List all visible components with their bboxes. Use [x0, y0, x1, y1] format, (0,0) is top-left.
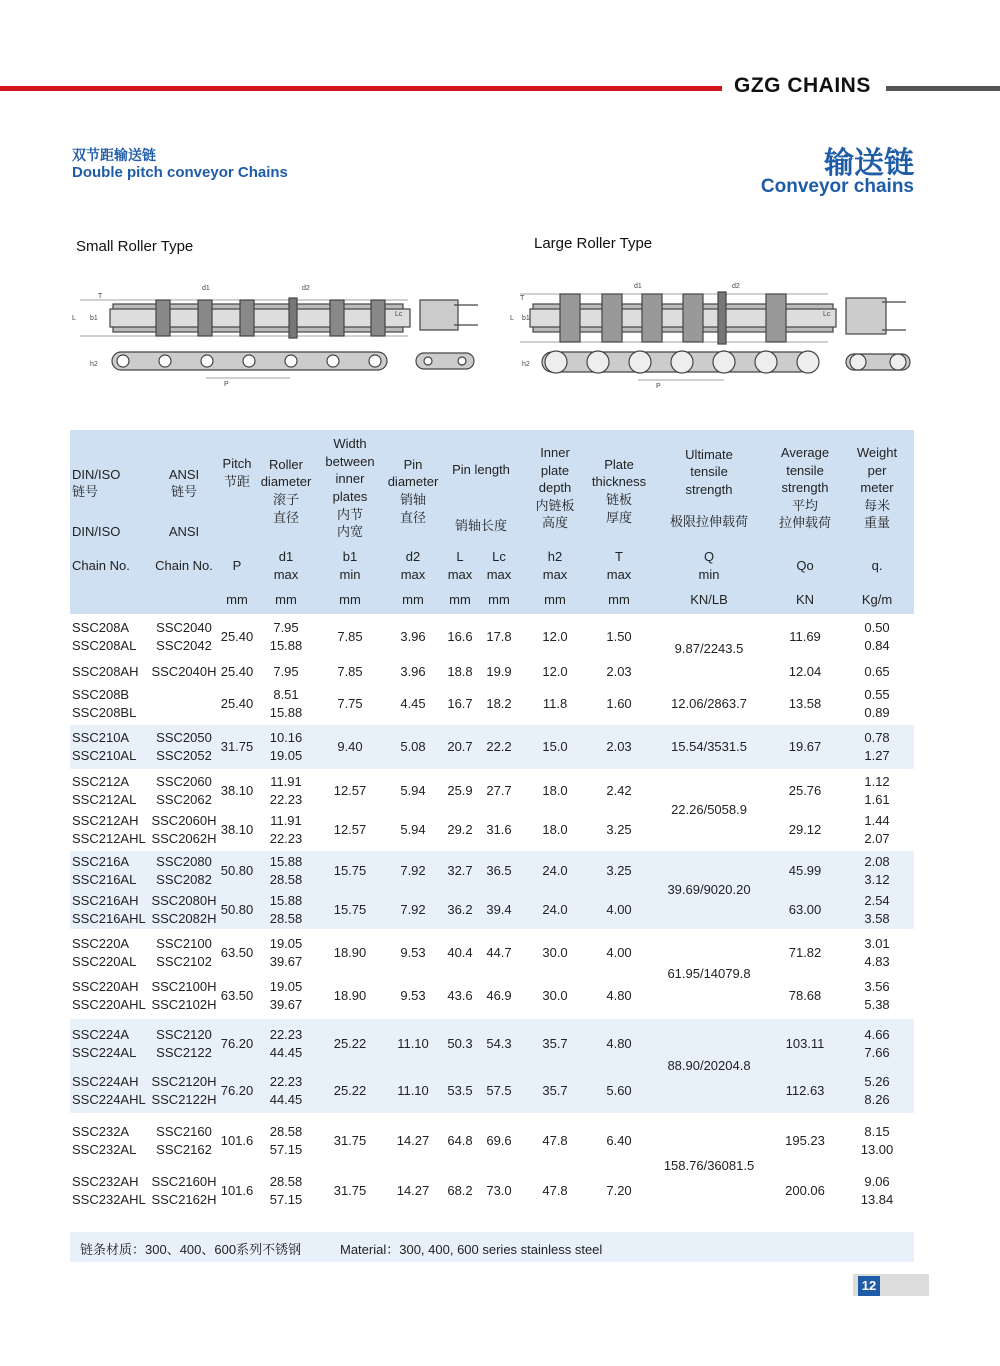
- large-roller-chain-diagram: [508, 280, 928, 390]
- pitch: 25.40: [218, 684, 256, 724]
- plate-thickness: 6.40: [590, 1114, 648, 1166]
- plate-thickness: 7.20: [590, 1166, 648, 1216]
- pin-length-L: 16.7: [442, 684, 478, 724]
- page-title-en: Conveyor chains: [760, 176, 914, 197]
- svg-text:L: L: [72, 315, 76, 322]
- pin-diameter: 5.94: [384, 770, 442, 810]
- pin-length-L: 53.5: [442, 1068, 478, 1114]
- din-chain-no: SSC220A SSC220AL: [70, 930, 150, 974]
- svg-text:d1: d1: [634, 283, 642, 290]
- pitch: 50.80: [218, 890, 256, 930]
- pitch: 76.20: [218, 1068, 256, 1114]
- plate-thickness: 1.60: [590, 684, 648, 724]
- ansi-chain-no: SSC2040H: [150, 660, 218, 684]
- pin-length-Lc: 44.7: [478, 930, 520, 974]
- header-width: Width between inner plates 内节 内宽: [316, 430, 384, 546]
- average-strength: 71.82: [770, 930, 840, 974]
- pin-diameter: 5.94: [384, 810, 442, 850]
- plate-depth: 30.0: [520, 930, 590, 974]
- pitch: 25.40: [218, 660, 256, 684]
- pin-length-L: 43.6: [442, 974, 478, 1018]
- inner-width: 25.22: [316, 1018, 384, 1068]
- average-strength: 45.99: [770, 850, 840, 890]
- plate-thickness: 4.80: [590, 1018, 648, 1068]
- inner-width: 15.75: [316, 890, 384, 930]
- ansi-chain-no: [150, 684, 218, 724]
- plate-depth: 47.8: [520, 1166, 590, 1216]
- header-ultimate-sym: Q min: [648, 546, 770, 586]
- inner-width: 25.22: [316, 1068, 384, 1114]
- header-average-sym: Qo: [770, 546, 840, 586]
- pin-diameter: 9.53: [384, 930, 442, 974]
- average-strength: 78.68: [770, 974, 840, 1018]
- unit-width: mm: [316, 586, 384, 614]
- pin-length-Lc: 73.0: [478, 1166, 520, 1216]
- din-chain-no: SSC216A SSC216AL: [70, 850, 150, 890]
- plate-depth: 11.8: [520, 684, 590, 724]
- inner-width: 18.90: [316, 974, 384, 1018]
- weight-per-meter: 0.55 0.89: [840, 684, 914, 724]
- ansi-chain-no: SSC2120 SSC2122: [150, 1018, 218, 1068]
- ansi-chain-no: SSC2050 SSC2052: [150, 724, 218, 770]
- average-strength: 63.00: [770, 890, 840, 930]
- ultimate-strength: 88.90/20204.8: [648, 1018, 770, 1114]
- average-strength: 19.67: [770, 724, 840, 770]
- roller-diameter: 28.58 57.15: [256, 1166, 316, 1216]
- pin-diameter: 5.08: [384, 724, 442, 770]
- inner-width: 31.75: [316, 1114, 384, 1166]
- pin-diameter: 4.45: [384, 684, 442, 724]
- weight-per-meter: 0.78 1.27: [840, 724, 914, 770]
- pin-diameter: 7.92: [384, 850, 442, 890]
- svg-text:d2: d2: [732, 283, 740, 290]
- pin-length-L: 40.4: [442, 930, 478, 974]
- ansi-chain-no: SSC2100 SSC2102: [150, 930, 218, 974]
- weight-per-meter: 8.15 13.00: [840, 1114, 914, 1166]
- pin-length-L: 64.8: [442, 1114, 478, 1166]
- inner-width: 12.57: [316, 770, 384, 810]
- roller-diameter: 28.58 57.15: [256, 1114, 316, 1166]
- subtitle-en: Double pitch conveyor Chains: [72, 164, 288, 181]
- header-red-bar: [0, 86, 722, 91]
- page-number: 12: [858, 1276, 880, 1296]
- din-chain-no: SSC232A SSC232AL: [70, 1114, 150, 1166]
- header-pitch-sym: P: [218, 546, 256, 586]
- header-Lc-sym: Lc max: [478, 546, 520, 586]
- pitch: 101.6: [218, 1166, 256, 1216]
- header-average: Average tensile strength 平均 拉伸载荷: [770, 430, 840, 546]
- header-pin: Pin diameter 销轴 直径: [384, 430, 442, 546]
- header-roller-sym: d1 max: [256, 546, 316, 586]
- plate-thickness: 2.03: [590, 724, 648, 770]
- average-strength: 103.11: [770, 1018, 840, 1068]
- plate-thickness: 4.00: [590, 890, 648, 930]
- header-depth: Inner plate depth 内链板 高度: [520, 430, 590, 546]
- roller-diameter: 19.05 39.67: [256, 974, 316, 1018]
- ultimate-strength: 61.95/14079.8: [648, 930, 770, 1018]
- pin-length-Lc: 69.6: [478, 1114, 520, 1166]
- pitch: 38.10: [218, 810, 256, 850]
- ultimate-strength: 12.06/2863.7: [648, 684, 770, 724]
- pin-length-L: 16.6: [442, 614, 478, 660]
- small-roller-label: Small Roller Type: [76, 238, 194, 255]
- header-din: DIN/ISO 链号 DIN/ISO: [70, 430, 150, 546]
- material-note: [70, 1232, 914, 1262]
- pin-diameter: 11.10: [384, 1068, 442, 1114]
- pin-length-L: 36.2: [442, 890, 478, 930]
- pin-length-Lc: 39.4: [478, 890, 520, 930]
- roller-diameter: 11.91 22.23: [256, 770, 316, 810]
- table-row: [70, 614, 914, 660]
- plate-depth: 47.8: [520, 1114, 590, 1166]
- material-note-cn: 链条材质：300、400、600系列不锈钢: [80, 1242, 302, 1257]
- din-chain-no: SSC208AH: [70, 660, 150, 684]
- table-row: [70, 850, 914, 890]
- unit-average: KN: [770, 586, 840, 614]
- table-row: [70, 1114, 914, 1166]
- average-strength: 11.69: [770, 614, 840, 660]
- plate-depth: 18.0: [520, 770, 590, 810]
- plate-depth: 35.7: [520, 1068, 590, 1114]
- roller-diameter: 19.05 39.67: [256, 930, 316, 974]
- plate-depth: 12.0: [520, 660, 590, 684]
- din-chain-no: SSC224AH SSC224AHL: [70, 1068, 150, 1114]
- ansi-chain-no: SSC2040 SSC2042: [150, 614, 218, 660]
- pin-length-Lc: 31.6: [478, 810, 520, 850]
- spec-table-body: [70, 614, 914, 1216]
- header-width-sym: b1 min: [316, 546, 384, 586]
- din-chain-no: SSC212AH SSC212AHL: [70, 810, 150, 850]
- header-ansi-sub: Chain No.: [150, 546, 218, 586]
- din-chain-no: SSC232AH SSC232AHL: [70, 1166, 150, 1216]
- weight-per-meter: 0.65: [840, 660, 914, 684]
- pitch: 76.20: [218, 1018, 256, 1068]
- inner-width: 12.57: [316, 810, 384, 850]
- average-strength: 200.06: [770, 1166, 840, 1216]
- pitch: 50.80: [218, 850, 256, 890]
- svg-text:P: P: [656, 383, 661, 390]
- din-chain-no: SSC210A SSC210AL: [70, 724, 150, 770]
- svg-text:h2: h2: [522, 361, 530, 368]
- inner-width: 18.90: [316, 930, 384, 974]
- pin-length-Lc: 54.3: [478, 1018, 520, 1068]
- plate-thickness: 4.80: [590, 974, 648, 1018]
- table-row: [70, 660, 914, 684]
- plate-thickness: 3.25: [590, 810, 648, 850]
- ansi-chain-no: SSC2100H SSC2102H: [150, 974, 218, 1018]
- inner-width: 15.75: [316, 850, 384, 890]
- header-thickness-sym: T max: [590, 546, 648, 586]
- plate-depth: 24.0: [520, 850, 590, 890]
- ultimate-strength: 22.26/5058.9: [648, 770, 770, 850]
- ansi-chain-no: SSC2080H SSC2082H: [150, 890, 218, 930]
- pitch: 31.75: [218, 724, 256, 770]
- plate-thickness: 5.60: [590, 1068, 648, 1114]
- header-weight-sym: q.: [840, 546, 914, 586]
- plate-thickness: 2.42: [590, 770, 648, 810]
- inner-width: 31.75: [316, 1166, 384, 1216]
- svg-text:b1: b1: [522, 315, 530, 322]
- svg-text:b1: b1: [90, 315, 98, 322]
- header-ansi: ANSI 链号 ANSI: [150, 430, 218, 546]
- pin-length-L: 32.7: [442, 850, 478, 890]
- plate-depth: 15.0: [520, 724, 590, 770]
- plate-thickness: 1.50: [590, 614, 648, 660]
- table-row: [70, 930, 914, 974]
- ultimate-strength: 15.54/3531.5: [648, 724, 770, 770]
- unit-pitch: mm: [218, 586, 256, 614]
- header-weight: Weight per meter 每米 重量: [840, 430, 914, 546]
- plate-thickness: 2.03: [590, 660, 648, 684]
- svg-text:T: T: [520, 295, 525, 302]
- header-depth-sym: h2 max: [520, 546, 590, 586]
- plate-thickness: 3.25: [590, 850, 648, 890]
- roller-diameter: 11.91 22.23: [256, 810, 316, 850]
- svg-text:Lc: Lc: [395, 311, 403, 318]
- svg-text:h2: h2: [90, 361, 98, 368]
- ultimate-strength: 9.87/2243.5: [648, 614, 770, 684]
- svg-text:d1: d1: [202, 285, 210, 292]
- pin-diameter: 3.96: [384, 614, 442, 660]
- unit-pin: mm: [384, 586, 442, 614]
- pin-length-Lc: 22.2: [478, 724, 520, 770]
- pin-diameter: 3.96: [384, 660, 442, 684]
- roller-diameter: 15.88 28.58: [256, 850, 316, 890]
- table-row: [70, 770, 914, 810]
- average-strength: 112.63: [770, 1068, 840, 1114]
- roller-diameter: 10.16 19.05: [256, 724, 316, 770]
- average-strength: 13.58: [770, 684, 840, 724]
- pin-length-Lc: 18.2: [478, 684, 520, 724]
- pin-diameter: 14.27: [384, 1114, 442, 1166]
- ansi-chain-no: SSC2160H SSC2162H: [150, 1166, 218, 1216]
- table-row: [70, 1166, 914, 1216]
- pin-length-Lc: 27.7: [478, 770, 520, 810]
- inner-width: 7.85: [316, 614, 384, 660]
- table-row: [70, 974, 914, 1018]
- ultimate-strength: 158.76/36081.5: [648, 1114, 770, 1216]
- plate-depth: 35.7: [520, 1018, 590, 1068]
- din-chain-no: SSC216AH SSC216AHL: [70, 890, 150, 930]
- ansi-chain-no: SSC2060H SSC2062H: [150, 810, 218, 850]
- weight-per-meter: 5.26 8.26: [840, 1068, 914, 1114]
- pin-length-Lc: 17.8: [478, 614, 520, 660]
- header-pitch: Pitch 节距: [218, 430, 256, 546]
- average-strength: 195.23: [770, 1114, 840, 1166]
- table-row: [70, 810, 914, 850]
- weight-per-meter: 3.01 4.83: [840, 930, 914, 974]
- unit-L: mm: [442, 586, 478, 614]
- plate-thickness: 4.00: [590, 930, 648, 974]
- header-roller: Roller diameter 滚子 直径: [256, 430, 316, 546]
- unit-thickness: mm: [590, 586, 648, 614]
- table-row: [70, 1018, 914, 1068]
- din-chain-no: SSC220AH SSC220AHL: [70, 974, 150, 1018]
- weight-per-meter: 9.06 13.84: [840, 1166, 914, 1216]
- subtitle-cn: 双节距输送链: [72, 147, 156, 163]
- pin-length-L: 20.7: [442, 724, 478, 770]
- pitch: 63.50: [218, 930, 256, 974]
- header-pin-sym: d2 max: [384, 546, 442, 586]
- average-strength: 29.12: [770, 810, 840, 850]
- pitch: 38.10: [218, 770, 256, 810]
- header-gray-bar: [886, 86, 1000, 91]
- plate-depth: 30.0: [520, 974, 590, 1018]
- inner-width: 9.40: [316, 724, 384, 770]
- header-thickness: Plate thickness 链板 厚度: [590, 430, 648, 546]
- svg-text:Lc: Lc: [823, 311, 831, 318]
- table-row: [70, 684, 914, 724]
- unit-depth: mm: [520, 586, 590, 614]
- pin-length-L: 25.9: [442, 770, 478, 810]
- unit-ultimate: KN/LB: [648, 586, 770, 614]
- pitch: 25.40: [218, 614, 256, 660]
- plate-depth: 12.0: [520, 614, 590, 660]
- pin-length-L: 29.2: [442, 810, 478, 850]
- weight-per-meter: 4.66 7.66: [840, 1018, 914, 1068]
- svg-text:T: T: [98, 293, 103, 300]
- plate-depth: 24.0: [520, 890, 590, 930]
- ansi-chain-no: SSC2160 SSC2162: [150, 1114, 218, 1166]
- din-chain-no: SSC224A SSC224AL: [70, 1018, 150, 1068]
- weight-per-meter: 0.50 0.84: [840, 614, 914, 660]
- pin-length-Lc: 36.5: [478, 850, 520, 890]
- roller-diameter: 22.23 44.45: [256, 1018, 316, 1068]
- din-chain-no: SSC212A SSC212AL: [70, 770, 150, 810]
- pin-length-Lc: 46.9: [478, 974, 520, 1018]
- svg-text:P: P: [224, 381, 229, 388]
- pin-length-Lc: 57.5: [478, 1068, 520, 1114]
- ansi-chain-no: SSC2120H SSC2122H: [150, 1068, 218, 1114]
- weight-per-meter: 1.44 2.07: [840, 810, 914, 850]
- pin-diameter: 9.53: [384, 974, 442, 1018]
- unit-weight: Kg/m: [840, 586, 914, 614]
- table-row: [70, 890, 914, 930]
- unit-roller: mm: [256, 586, 316, 614]
- roller-diameter: 15.88 28.58: [256, 890, 316, 930]
- roller-diameter: 7.95: [256, 660, 316, 684]
- roller-diameter: 7.95 15.88: [256, 614, 316, 660]
- pin-diameter: 7.92: [384, 890, 442, 930]
- ansi-chain-no: SSC2060 SSC2062: [150, 770, 218, 810]
- unit-Lc: mm: [478, 586, 520, 614]
- pin-diameter: 11.10: [384, 1018, 442, 1068]
- weight-per-meter: 1.12 1.61: [840, 770, 914, 810]
- material-note-en: Material：300, 400, 600 series stainless steel: [340, 1242, 603, 1257]
- ultimate-strength: 39.69/9020.20: [648, 850, 770, 930]
- weight-per-meter: 2.08 3.12: [840, 850, 914, 890]
- weight-per-meter: 2.54 3.58: [840, 890, 914, 930]
- page-title-cn: 输送链: [824, 147, 914, 180]
- roller-diameter: 8.51 15.88: [256, 684, 316, 724]
- header-pin-length: Pin length 销轴长度: [442, 430, 520, 546]
- table-row: [70, 1068, 914, 1114]
- weight-per-meter: 3.56 5.38: [840, 974, 914, 1018]
- large-roller-label: Large Roller Type: [534, 235, 653, 252]
- small-roller-chain-diagram: [68, 280, 488, 390]
- pin-length-Lc: 19.9: [478, 660, 520, 684]
- inner-width: 7.75: [316, 684, 384, 724]
- header-ultimate: Ultimate tensile strength 极限拉伸载荷: [648, 430, 770, 546]
- pin-length-L: 68.2: [442, 1166, 478, 1216]
- din-chain-no: SSC208B SSC208BL: [70, 684, 150, 724]
- header-L-sym: L max: [442, 546, 478, 586]
- average-strength: 12.04: [770, 660, 840, 684]
- brand-name: GZG CHAINS: [734, 74, 871, 97]
- pitch: 101.6: [218, 1114, 256, 1166]
- roller-diameter: 22.23 44.45: [256, 1068, 316, 1114]
- pin-length-L: 18.8: [442, 660, 478, 684]
- pin-diameter: 14.27: [384, 1166, 442, 1216]
- pitch: 63.50: [218, 974, 256, 1018]
- svg-text:d2: d2: [302, 285, 310, 292]
- header-din-sub: Chain No.: [70, 546, 150, 586]
- inner-width: 7.85: [316, 660, 384, 684]
- din-chain-no: SSC208A SSC208AL: [70, 614, 150, 660]
- svg-text:L: L: [510, 315, 514, 322]
- table-row: [70, 724, 914, 770]
- spec-table: [70, 430, 914, 1216]
- average-strength: 25.76: [770, 770, 840, 810]
- ansi-chain-no: SSC2080 SSC2082: [150, 850, 218, 890]
- pin-length-L: 50.3: [442, 1018, 478, 1068]
- plate-depth: 18.0: [520, 810, 590, 850]
